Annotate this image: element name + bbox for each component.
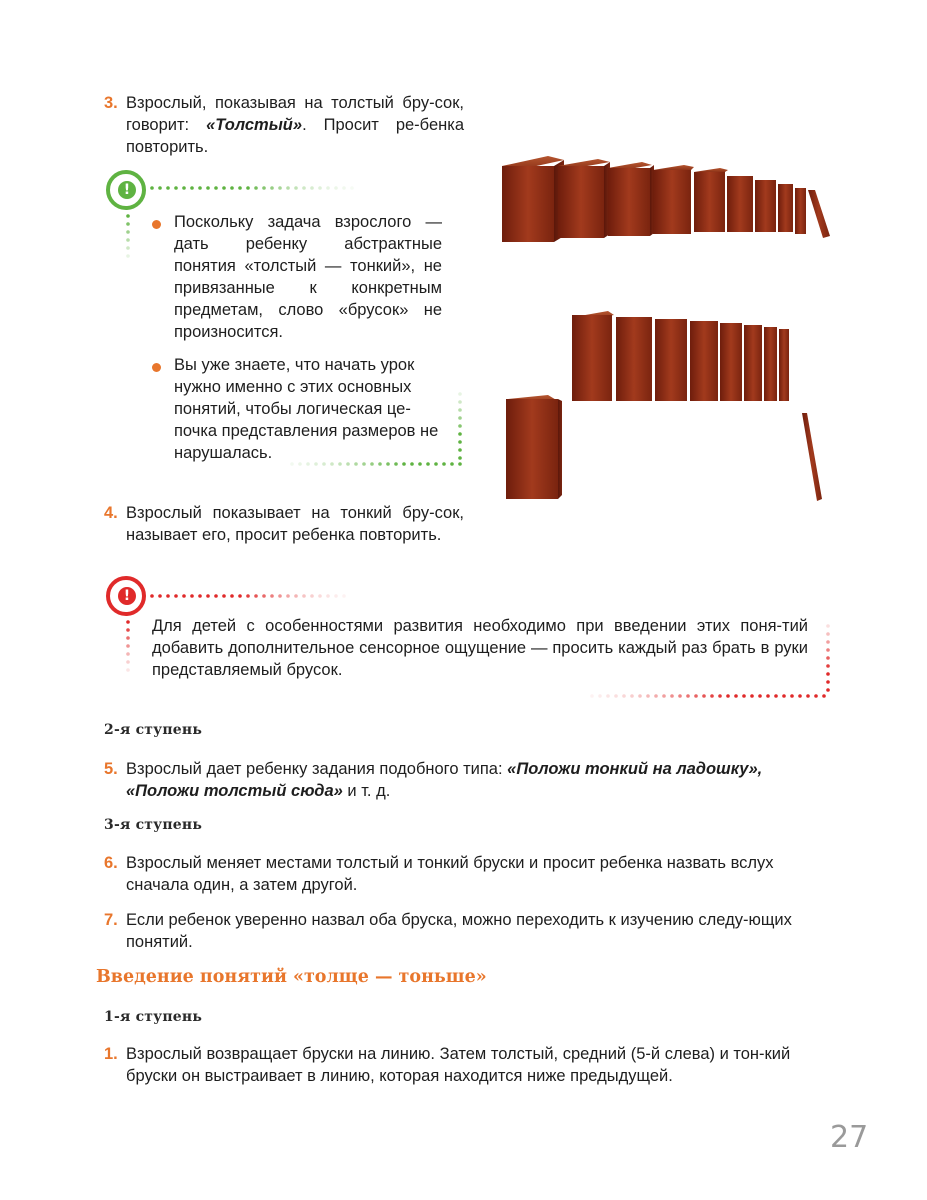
prism-2 [558,159,610,238]
section-title: Введение понятий «толще — тоньше» [96,967,487,987]
step-number: 6. [104,854,118,872]
prism-6 [727,176,753,232]
step-1 [104,1043,836,1087]
prism-8 [778,184,793,232]
prism-row-8 [779,329,789,401]
red-dotted-line-top [150,594,400,598]
prism-row-5 [720,323,742,401]
stage-1-heading: 1-я ступень [104,1009,203,1025]
prism-4 [653,165,694,234]
step-3 [104,92,464,158]
exclamation-icon: ! [118,181,136,199]
prism-row-3 [655,319,687,401]
step-number: 1. [104,1045,118,1063]
prism-thin [802,413,822,501]
bullet-dot [152,220,161,229]
prism-5 [694,168,728,232]
step-text: Взрослый дает ребенку задания подобного типа: [126,760,508,778]
step-text: Взрослый возвращает бруски на линию. Затем толстый, средний (5-й слева) и тон-кий бруски он выстраивает в линию, которая находится ниже предыдущей. [126,1045,791,1085]
quote-text: «Толстый» [206,116,303,134]
prism-9 [795,188,806,234]
step-6 [104,852,836,896]
step-text-tail: и т. д. [342,782,391,800]
step-text: Взрослый меняет местами толстый и тонкий бруски и просит ребенка назвать вслух сначала один, а затем другой. [126,854,774,894]
green-dotted-line-bottom [290,462,462,466]
page-number: 27 [830,1120,869,1155]
step-number: 5. [104,760,118,778]
step-number: 7. [104,911,118,929]
note-red-badge [106,576,146,616]
prism-10 [808,190,830,238]
stage-3-heading: 3-я ступень [104,817,203,833]
prism-row-2 [616,317,652,401]
green-dotted-line-top [150,186,360,190]
stage-2-heading: 2-я ступень [104,722,203,738]
photo-prisms-line [498,150,838,250]
red-dotted-line-bottom [590,694,830,698]
step-number: 3. [104,94,118,112]
note-green-bullet-1: Поскольку задача взрослого — дать ребенку абстрактные понятия «толстый — тонкий», не привязанные к конкретным предметам, слово «брусок» не произносится. [174,213,442,341]
note-green-bullet-2: Вы уже знаете, что начать урок нужно именно с этих основных понятий, чтобы логическая це-почка представления размеров не нарушалась. [174,356,439,462]
bullet-dot [152,363,161,372]
red-dotted-line-left [126,620,130,680]
green-dotted-line-left [126,214,130,264]
red-dotted-line-right [826,624,830,698]
prism-3 [608,162,654,236]
green-dotted-line-right [458,392,462,462]
step-text: Взрослый, показывая на толстый бру-сок, говорит: [126,94,464,134]
prism-1 [502,156,564,242]
prism-7 [755,180,776,232]
step-text: Взрослый показывает на тонкий бру-сок, называет его, просит ребенка повторить. [126,504,464,544]
quote-text: «Положи тонкий на ладошку», «Положи толстый сюда» [126,760,763,800]
exclamation-icon: ! [118,587,136,605]
prism-row-6 [744,325,762,401]
prism-thick [506,395,562,499]
prism-row-4 [690,321,718,401]
step-number: 4. [104,504,118,522]
prism-row-1 [572,311,614,401]
note-red-text: Для детей с особенностями развития необходимо при введении этих поня-тий добавить дополнительное сенсорное ощущение — просить каждый раз брать в руки представляемый брусок. [152,617,808,679]
photo-prisms-thick-thin [498,305,838,505]
note-green-badge [106,170,146,210]
step-4 [104,502,464,546]
step-text-tail: . Просит ре-бенка повторить. [126,116,464,156]
step-7 [104,909,836,953]
step-text: Если ребенок уверенно назвал оба бруска, можно переходить к изучению следу-ющих понятий. [126,911,792,951]
step-5 [104,758,836,802]
prism-row-7 [764,327,777,401]
